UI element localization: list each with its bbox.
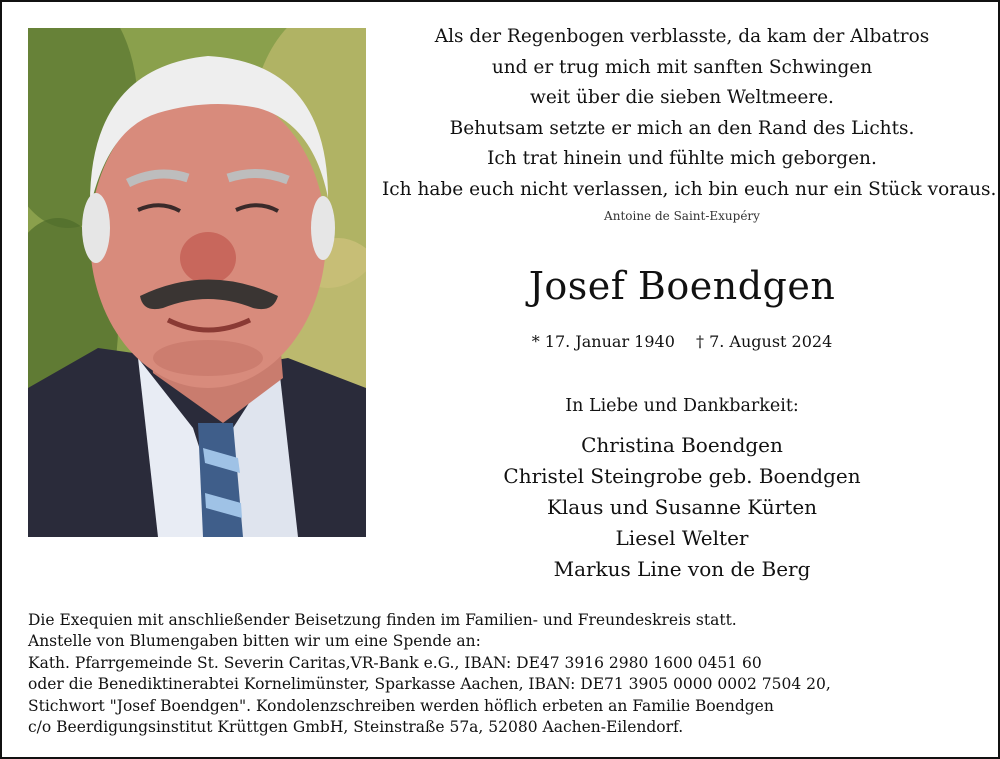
dedication: In Liebe und Dankbarkeit: xyxy=(565,396,799,416)
family-member: Christel Steingrobe geb. Boendgen xyxy=(503,464,861,488)
poem-author: Antoine de Saint-Exupéry xyxy=(604,209,760,223)
family-member: Markus Line von de Berg xyxy=(553,557,811,581)
poem-line: Ich trat hinein und fühlte mich geborgen. xyxy=(487,148,877,169)
death-date: † 7. August 2024 xyxy=(695,332,833,351)
footer-line: Anstelle von Blumengaben bitten wir um eine Spende an: xyxy=(28,632,481,651)
poem-line: weit über die sieben Weltmeere. xyxy=(530,87,834,108)
funeral-info xyxy=(28,610,988,738)
family-member: Klaus und Susanne Kürten xyxy=(546,495,818,519)
footer-line: Die Exequien mit anschließender Beisetzung finden im Familien- und Freundeskreis statt. xyxy=(28,611,737,629)
footer-line: c/o Beerdigungsinstitut Krüttgen GmbH, Steinstraße 57a, 52080 Aachen-Eilendorf. xyxy=(28,718,684,737)
poem-line: und er trug mich mit sanften Schwingen xyxy=(491,56,873,78)
birth-date: * 17. Januar 1940 xyxy=(531,332,675,351)
footer-line: oder die Benediktinerabtei Kornelimünster, Sparkasse Aachen, IBAN: DE71 3905 0000 0002 7504 20, xyxy=(28,675,831,694)
family-member: Liesel Welter xyxy=(615,526,749,550)
life-dates xyxy=(382,332,982,351)
portrait-photo xyxy=(28,28,366,537)
deceased-name: Josef Boendgen xyxy=(528,264,836,308)
poem xyxy=(382,22,997,223)
poem-line: Behutsam setzte er mich an den Rand des Lichts. xyxy=(449,117,915,139)
poem-line: Als der Regenbogen verblasste, da kam der Albatros xyxy=(434,26,930,47)
footer-line: Stichwort "Josef Boendgen". Kondolenzschreiben werden höflich erbeten an Familie Boendgen xyxy=(28,696,774,715)
footer-line: Kath. Pfarrgemeinde St. Severin Caritas,VR-Bank e.G., IBAN: DE47 3916 2980 1600 0451 60 xyxy=(28,653,762,672)
family-list xyxy=(382,430,982,585)
family-member: Christina Boendgen xyxy=(581,433,783,457)
poem-line: Ich habe euch nicht verlassen, ich bin euch nur ein Stück voraus. xyxy=(382,178,997,200)
